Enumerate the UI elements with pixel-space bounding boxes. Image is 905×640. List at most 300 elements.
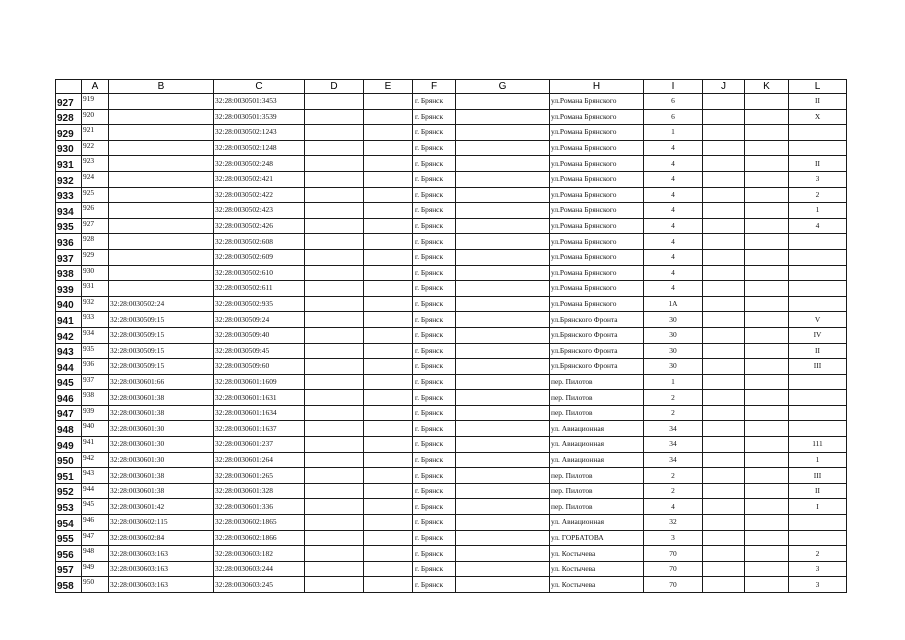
cell-d[interactable] — [305, 421, 364, 437]
row-number[interactable]: 938 — [56, 265, 82, 281]
cell-b[interactable] — [109, 156, 214, 172]
cell-l[interactable] — [789, 374, 847, 390]
cell-i[interactable]: 30 — [644, 327, 703, 343]
cell-a[interactable]: 935 — [82, 343, 109, 359]
cell-f[interactable]: г. Брянск — [413, 561, 456, 577]
cell-l[interactable] — [789, 265, 847, 281]
column-header-g[interactable]: G — [456, 80, 550, 94]
cell-d[interactable] — [305, 296, 364, 312]
cell-g[interactable] — [456, 327, 550, 343]
cell-a[interactable]: 925 — [82, 187, 109, 203]
cell-i[interactable]: 34 — [644, 452, 703, 468]
cell-d[interactable] — [305, 109, 364, 125]
cell-b[interactable] — [109, 125, 214, 141]
cell-f[interactable]: г. Брянск — [413, 452, 456, 468]
row-number[interactable]: 928 — [56, 109, 82, 125]
cell-b[interactable] — [109, 94, 214, 110]
row-number[interactable]: 930 — [56, 140, 82, 156]
row-number[interactable]: 942 — [56, 327, 82, 343]
cell-h[interactable]: ул.Романа Брянского — [550, 296, 644, 312]
cell-a[interactable]: 929 — [82, 249, 109, 265]
cell-j[interactable] — [703, 265, 745, 281]
cell-b[interactable]: 32:28:0030601:30 — [109, 452, 214, 468]
column-header-a[interactable]: A — [82, 80, 109, 94]
cell-j[interactable] — [703, 483, 745, 499]
cell-i[interactable]: 1А — [644, 296, 703, 312]
cell-a[interactable]: 943 — [82, 468, 109, 484]
cell-c[interactable]: 32:28:0030509:60 — [214, 359, 305, 375]
row-number[interactable]: 932 — [56, 171, 82, 187]
cell-k[interactable] — [745, 515, 789, 531]
cell-a[interactable]: 940 — [82, 421, 109, 437]
cell-b[interactable] — [109, 203, 214, 219]
cell-c[interactable]: 32:28:0030501:3539 — [214, 109, 305, 125]
cell-l[interactable] — [789, 249, 847, 265]
cell-g[interactable] — [456, 421, 550, 437]
cell-b[interactable] — [109, 218, 214, 234]
cell-c[interactable]: 32:28:0030502:1248 — [214, 140, 305, 156]
cell-k[interactable] — [745, 249, 789, 265]
cell-i[interactable]: 1 — [644, 125, 703, 141]
cell-c[interactable]: 32:28:0030502:1243 — [214, 125, 305, 141]
cell-f[interactable]: г. Брянск — [413, 374, 456, 390]
cell-l[interactable]: 1 — [789, 452, 847, 468]
cell-j[interactable] — [703, 203, 745, 219]
cell-e[interactable] — [364, 421, 413, 437]
cell-c[interactable]: 32:28:0030501:3453 — [214, 94, 305, 110]
cell-f[interactable]: г. Брянск — [413, 359, 456, 375]
row-number[interactable]: 944 — [56, 359, 82, 375]
cell-l[interactable]: I — [789, 499, 847, 515]
cell-a[interactable]: 948 — [82, 546, 109, 562]
cell-h[interactable]: ул. Костычева — [550, 561, 644, 577]
cell-l[interactable] — [789, 296, 847, 312]
cell-f[interactable]: г. Брянск — [413, 468, 456, 484]
cell-h[interactable]: ул.Романа Брянского — [550, 94, 644, 110]
row-number[interactable]: 934 — [56, 203, 82, 219]
cell-d[interactable] — [305, 483, 364, 499]
cell-a[interactable]: 945 — [82, 499, 109, 515]
cell-e[interactable] — [364, 499, 413, 515]
cell-f[interactable]: г. Брянск — [413, 343, 456, 359]
cell-c[interactable]: 32:28:0030601:265 — [214, 468, 305, 484]
cell-i[interactable]: 70 — [644, 577, 703, 593]
cell-k[interactable] — [745, 374, 789, 390]
cell-a[interactable]: 920 — [82, 109, 109, 125]
cell-f[interactable]: г. Брянск — [413, 577, 456, 593]
cell-a[interactable]: 942 — [82, 452, 109, 468]
cell-g[interactable] — [456, 281, 550, 297]
cell-a[interactable]: 932 — [82, 296, 109, 312]
cell-l[interactable] — [789, 125, 847, 141]
cell-g[interactable] — [456, 312, 550, 328]
cell-f[interactable]: г. Брянск — [413, 249, 456, 265]
cell-e[interactable] — [364, 561, 413, 577]
cell-h[interactable]: ул. Костычева — [550, 577, 644, 593]
cell-k[interactable] — [745, 125, 789, 141]
cell-j[interactable] — [703, 421, 745, 437]
cell-i[interactable]: 1 — [644, 374, 703, 390]
cell-j[interactable] — [703, 390, 745, 406]
cell-a[interactable]: 927 — [82, 218, 109, 234]
cell-e[interactable] — [364, 343, 413, 359]
cell-b[interactable] — [109, 281, 214, 297]
cell-h[interactable]: пер. Пилотов — [550, 483, 644, 499]
cell-a[interactable]: 922 — [82, 140, 109, 156]
cell-l[interactable] — [789, 234, 847, 250]
cell-h[interactable]: ул.Романа Брянского — [550, 125, 644, 141]
cell-g[interactable] — [456, 156, 550, 172]
cell-a[interactable]: 949 — [82, 561, 109, 577]
cell-l[interactable]: II — [789, 483, 847, 499]
cell-d[interactable] — [305, 577, 364, 593]
cell-f[interactable]: г. Брянск — [413, 421, 456, 437]
cell-f[interactable]: г. Брянск — [413, 109, 456, 125]
cell-h[interactable]: ул.Романа Брянского — [550, 203, 644, 219]
cell-g[interactable] — [456, 265, 550, 281]
cell-b[interactable]: 32:28:0030601:38 — [109, 468, 214, 484]
cell-g[interactable] — [456, 530, 550, 546]
cell-c[interactable]: 32:28:0030502:423 — [214, 203, 305, 219]
row-number[interactable]: 937 — [56, 249, 82, 265]
cell-d[interactable] — [305, 312, 364, 328]
cell-d[interactable] — [305, 515, 364, 531]
cell-d[interactable] — [305, 374, 364, 390]
row-number[interactable]: 929 — [56, 125, 82, 141]
cell-g[interactable] — [456, 374, 550, 390]
cell-l[interactable]: IV — [789, 327, 847, 343]
cell-f[interactable]: г. Брянск — [413, 327, 456, 343]
cell-f[interactable]: г. Брянск — [413, 125, 456, 141]
cell-g[interactable] — [456, 296, 550, 312]
row-number[interactable]: 933 — [56, 187, 82, 203]
cell-d[interactable] — [305, 437, 364, 453]
row-number[interactable]: 943 — [56, 343, 82, 359]
cell-f[interactable]: г. Брянск — [413, 546, 456, 562]
cell-g[interactable] — [456, 359, 550, 375]
cell-i[interactable]: 2 — [644, 405, 703, 421]
row-number[interactable]: 954 — [56, 515, 82, 531]
row-number[interactable]: 945 — [56, 374, 82, 390]
cell-h[interactable]: ул.Романа Брянского — [550, 249, 644, 265]
cell-l[interactable] — [789, 421, 847, 437]
cell-e[interactable] — [364, 483, 413, 499]
cell-b[interactable]: 32:28:0030601:38 — [109, 390, 214, 406]
cell-b[interactable]: 32:28:0030601:42 — [109, 499, 214, 515]
row-number[interactable]: 940 — [56, 296, 82, 312]
column-header-k[interactable]: K — [745, 80, 789, 94]
cell-b[interactable] — [109, 187, 214, 203]
cell-b[interactable]: 32:28:0030603:163 — [109, 577, 214, 593]
cell-g[interactable] — [456, 109, 550, 125]
cell-c[interactable]: 32:28:0030601:1634 — [214, 405, 305, 421]
cell-l[interactable]: 2 — [789, 187, 847, 203]
cell-d[interactable] — [305, 343, 364, 359]
cell-k[interactable] — [745, 312, 789, 328]
cell-d[interactable] — [305, 249, 364, 265]
cell-i[interactable]: 32 — [644, 515, 703, 531]
cell-e[interactable] — [364, 218, 413, 234]
cell-k[interactable] — [745, 437, 789, 453]
cell-g[interactable] — [456, 437, 550, 453]
cell-c[interactable]: 32:28:0030509:40 — [214, 327, 305, 343]
cell-f[interactable]: г. Брянск — [413, 390, 456, 406]
row-number[interactable]: 952 — [56, 483, 82, 499]
cell-j[interactable] — [703, 452, 745, 468]
cell-d[interactable] — [305, 171, 364, 187]
cell-a[interactable]: 947 — [82, 530, 109, 546]
cell-b[interactable]: 32:28:0030509:15 — [109, 359, 214, 375]
cell-e[interactable] — [364, 140, 413, 156]
cell-c[interactable]: 32:28:0030601:264 — [214, 452, 305, 468]
cell-b[interactable]: 32:28:0030601:38 — [109, 405, 214, 421]
cell-d[interactable] — [305, 265, 364, 281]
cell-j[interactable] — [703, 281, 745, 297]
cell-c[interactable]: 32:28:0030502:422 — [214, 187, 305, 203]
cell-i[interactable]: 4 — [644, 499, 703, 515]
cell-k[interactable] — [745, 468, 789, 484]
cell-e[interactable] — [364, 374, 413, 390]
cell-c[interactable]: 32:28:0030602:1865 — [214, 515, 305, 531]
cell-a[interactable]: 934 — [82, 327, 109, 343]
column-header-d[interactable]: D — [305, 80, 364, 94]
cell-c[interactable]: 32:28:0030601:237 — [214, 437, 305, 453]
cell-i[interactable]: 4 — [644, 265, 703, 281]
cell-g[interactable] — [456, 390, 550, 406]
cell-b[interactable] — [109, 140, 214, 156]
cell-j[interactable] — [703, 437, 745, 453]
cell-f[interactable]: г. Брянск — [413, 515, 456, 531]
cell-d[interactable] — [305, 468, 364, 484]
cell-e[interactable] — [364, 437, 413, 453]
cell-j[interactable] — [703, 468, 745, 484]
column-header-j[interactable]: J — [703, 80, 745, 94]
row-number[interactable]: 947 — [56, 405, 82, 421]
cell-c[interactable]: 32:28:0030502:610 — [214, 265, 305, 281]
cell-h[interactable]: ул.Романа Брянского — [550, 109, 644, 125]
cell-l[interactable]: X — [789, 109, 847, 125]
row-number[interactable]: 957 — [56, 561, 82, 577]
cell-f[interactable]: г. Брянск — [413, 499, 456, 515]
cell-i[interactable]: 70 — [644, 546, 703, 562]
cell-b[interactable]: 32:28:0030602:115 — [109, 515, 214, 531]
cell-j[interactable] — [703, 296, 745, 312]
cell-a[interactable]: 938 — [82, 390, 109, 406]
cell-k[interactable] — [745, 343, 789, 359]
cell-e[interactable] — [364, 171, 413, 187]
cell-e[interactable] — [364, 530, 413, 546]
cell-d[interactable] — [305, 125, 364, 141]
cell-c[interactable]: 32:28:0030502:248 — [214, 156, 305, 172]
cell-j[interactable] — [703, 218, 745, 234]
cell-k[interactable] — [745, 281, 789, 297]
cell-h[interactable]: ул.Романа Брянского — [550, 265, 644, 281]
cell-l[interactable]: II — [789, 156, 847, 172]
row-number[interactable]: 936 — [56, 234, 82, 250]
row-number[interactable]: 956 — [56, 546, 82, 562]
cell-h[interactable]: пер. Пилотов — [550, 499, 644, 515]
cell-i[interactable]: 4 — [644, 140, 703, 156]
cell-l[interactable]: 3 — [789, 171, 847, 187]
cell-j[interactable] — [703, 156, 745, 172]
cell-h[interactable]: пер. Пилотов — [550, 405, 644, 421]
cell-l[interactable]: 2 — [789, 546, 847, 562]
cell-d[interactable] — [305, 156, 364, 172]
column-header-i[interactable]: I — [644, 80, 703, 94]
cell-i[interactable]: 4 — [644, 171, 703, 187]
cell-j[interactable] — [703, 577, 745, 593]
column-header-f[interactable]: F — [413, 80, 456, 94]
cell-f[interactable]: г. Брянск — [413, 156, 456, 172]
cell-e[interactable] — [364, 359, 413, 375]
cell-k[interactable] — [745, 109, 789, 125]
cell-i[interactable]: 34 — [644, 437, 703, 453]
cell-i[interactable]: 30 — [644, 359, 703, 375]
cell-f[interactable]: г. Брянск — [413, 218, 456, 234]
cell-l[interactable] — [789, 281, 847, 297]
cell-g[interactable] — [456, 140, 550, 156]
cell-k[interactable] — [745, 203, 789, 219]
cell-g[interactable] — [456, 515, 550, 531]
row-number[interactable]: 958 — [56, 577, 82, 593]
cell-i[interactable]: 6 — [644, 94, 703, 110]
cell-k[interactable] — [745, 561, 789, 577]
cell-b[interactable] — [109, 234, 214, 250]
cell-c[interactable]: 32:28:0030502:608 — [214, 234, 305, 250]
cell-e[interactable] — [364, 249, 413, 265]
cell-c[interactable]: 32:28:0030602:1866 — [214, 530, 305, 546]
row-number[interactable]: 955 — [56, 530, 82, 546]
cell-g[interactable] — [456, 499, 550, 515]
cell-e[interactable] — [364, 405, 413, 421]
cell-a[interactable]: 941 — [82, 437, 109, 453]
cell-h[interactable]: ул.Романа Брянского — [550, 187, 644, 203]
column-header-e[interactable]: E — [364, 80, 413, 94]
cell-d[interactable] — [305, 390, 364, 406]
cell-c[interactable]: 32:28:0030601:1609 — [214, 374, 305, 390]
cell-b[interactable]: 32:28:0030601:66 — [109, 374, 214, 390]
cell-i[interactable]: 4 — [644, 203, 703, 219]
row-number[interactable]: 931 — [56, 156, 82, 172]
cell-i[interactable]: 4 — [644, 281, 703, 297]
column-header-c[interactable]: C — [214, 80, 305, 94]
cell-g[interactable] — [456, 577, 550, 593]
cell-e[interactable] — [364, 546, 413, 562]
cell-g[interactable] — [456, 561, 550, 577]
cell-j[interactable] — [703, 374, 745, 390]
cell-c[interactable]: 32:28:0030502:426 — [214, 218, 305, 234]
cell-k[interactable] — [745, 327, 789, 343]
cell-h[interactable]: ул.Романа Брянского — [550, 156, 644, 172]
cell-h[interactable]: пер. Пилотов — [550, 374, 644, 390]
cell-a[interactable]: 931 — [82, 281, 109, 297]
cell-e[interactable] — [364, 234, 413, 250]
cell-e[interactable] — [364, 203, 413, 219]
cell-k[interactable] — [745, 530, 789, 546]
cell-f[interactable]: г. Брянск — [413, 405, 456, 421]
cell-b[interactable]: 32:28:0030502:24 — [109, 296, 214, 312]
cell-h[interactable]: ул.Романа Брянского — [550, 218, 644, 234]
cell-l[interactable] — [789, 530, 847, 546]
cell-d[interactable] — [305, 140, 364, 156]
cell-a[interactable]: 946 — [82, 515, 109, 531]
cell-k[interactable] — [745, 359, 789, 375]
cell-b[interactable]: 32:28:0030603:163 — [109, 561, 214, 577]
cell-f[interactable]: г. Брянск — [413, 94, 456, 110]
row-number[interactable]: 948 — [56, 421, 82, 437]
cell-i[interactable]: 2 — [644, 468, 703, 484]
cell-h[interactable]: ул.Романа Брянского — [550, 281, 644, 297]
cell-c[interactable]: 32:28:0030601:336 — [214, 499, 305, 515]
cell-a[interactable]: 939 — [82, 405, 109, 421]
cell-j[interactable] — [703, 515, 745, 531]
cell-g[interactable] — [456, 203, 550, 219]
cell-f[interactable]: г. Брянск — [413, 296, 456, 312]
cell-b[interactable] — [109, 265, 214, 281]
column-header-h[interactable]: H — [550, 80, 644, 94]
cell-l[interactable]: II — [789, 343, 847, 359]
cell-a[interactable]: 950 — [82, 577, 109, 593]
cell-b[interactable]: 32:28:0030509:15 — [109, 327, 214, 343]
cell-a[interactable]: 936 — [82, 359, 109, 375]
cell-k[interactable] — [745, 577, 789, 593]
cell-f[interactable]: г. Брянск — [413, 281, 456, 297]
cell-a[interactable]: 923 — [82, 156, 109, 172]
cell-k[interactable] — [745, 265, 789, 281]
cell-g[interactable] — [456, 546, 550, 562]
cell-c[interactable]: 32:28:0030509:24 — [214, 312, 305, 328]
cell-e[interactable] — [364, 312, 413, 328]
cell-h[interactable]: пер. Пилотов — [550, 390, 644, 406]
cell-c[interactable]: 32:28:0030603:182 — [214, 546, 305, 562]
cell-e[interactable] — [364, 109, 413, 125]
cell-h[interactable]: ул.Романа Брянского — [550, 140, 644, 156]
cell-f[interactable]: г. Брянск — [413, 187, 456, 203]
cell-a[interactable]: 921 — [82, 125, 109, 141]
cell-h[interactable]: ул.Брянского Фронта — [550, 343, 644, 359]
cell-l[interactable]: III — [789, 468, 847, 484]
cell-l[interactable]: V — [789, 312, 847, 328]
cell-k[interactable] — [745, 546, 789, 562]
cell-l[interactable]: 3 — [789, 577, 847, 593]
cell-f[interactable]: г. Брянск — [413, 171, 456, 187]
cell-j[interactable] — [703, 109, 745, 125]
cell-h[interactable]: ул.Романа Брянского — [550, 234, 644, 250]
cell-j[interactable] — [703, 359, 745, 375]
cell-h[interactable]: ул. Авиационная — [550, 437, 644, 453]
cell-j[interactable] — [703, 530, 745, 546]
cell-g[interactable] — [456, 218, 550, 234]
cell-h[interactable]: ул. Авиационная — [550, 421, 644, 437]
cell-b[interactable]: 32:28:0030601:30 — [109, 421, 214, 437]
cell-a[interactable]: 944 — [82, 483, 109, 499]
cell-a[interactable]: 930 — [82, 265, 109, 281]
cell-g[interactable] — [456, 234, 550, 250]
cell-k[interactable] — [745, 390, 789, 406]
cell-i[interactable]: 4 — [644, 156, 703, 172]
cell-e[interactable] — [364, 452, 413, 468]
row-number[interactable]: 927 — [56, 94, 82, 110]
cell-k[interactable] — [745, 405, 789, 421]
cell-d[interactable] — [305, 452, 364, 468]
cell-c[interactable]: 32:28:0030509:45 — [214, 343, 305, 359]
cell-d[interactable] — [305, 530, 364, 546]
cell-c[interactable]: 32:28:0030502:609 — [214, 249, 305, 265]
cell-k[interactable] — [745, 499, 789, 515]
cell-l[interactable]: II — [789, 94, 847, 110]
cell-f[interactable]: г. Брянск — [413, 234, 456, 250]
cell-g[interactable] — [456, 468, 550, 484]
